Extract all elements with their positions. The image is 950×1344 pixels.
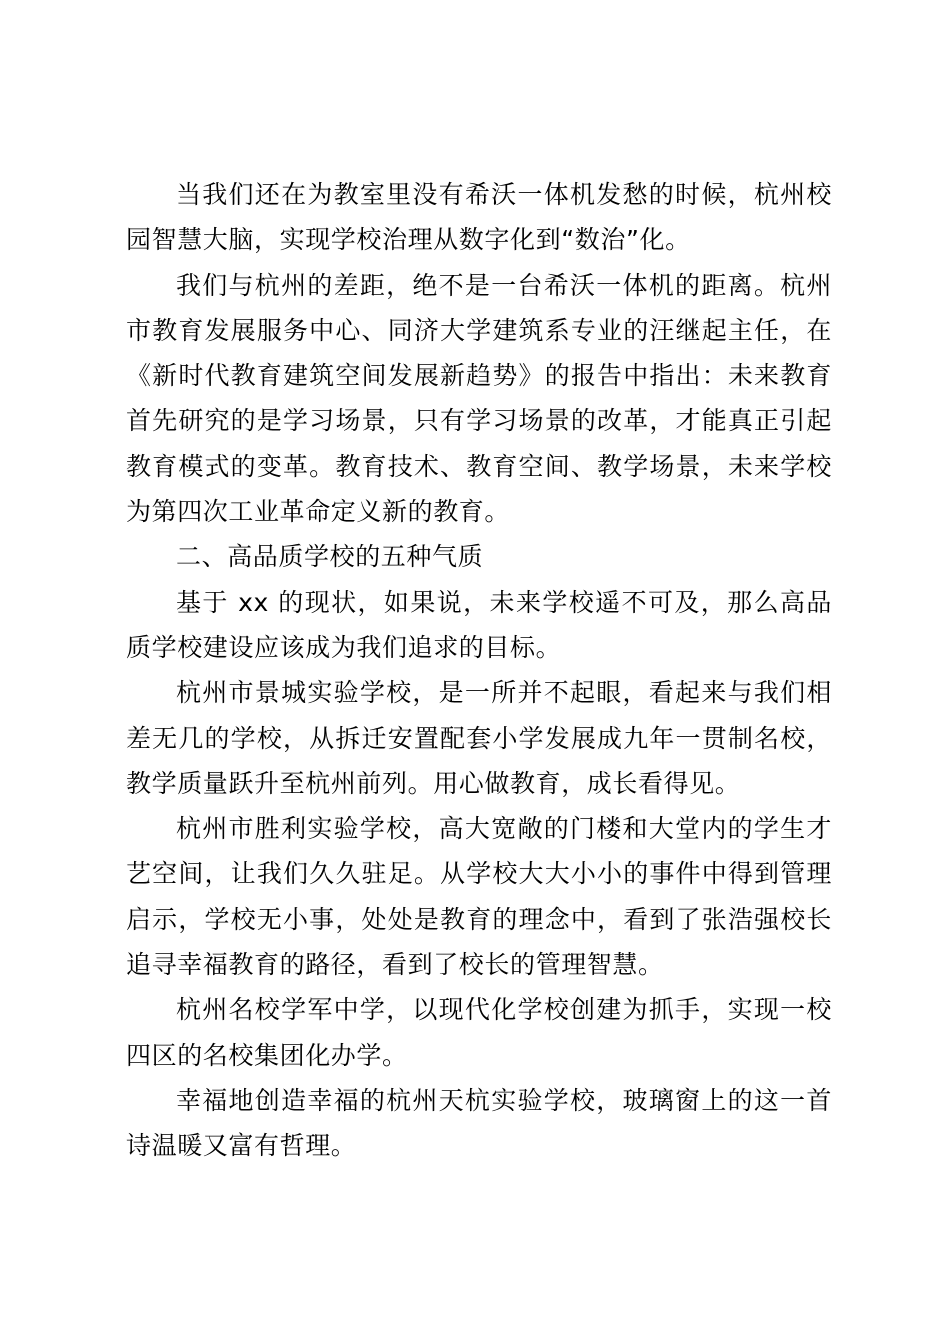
paragraph-smart-campus: 当我们还在为教室里没有希沃一体机发愁的时候，杭州校园智慧大脑，实现学校治理从数字化到“数治”化。 xyxy=(126,180,832,255)
body-text xyxy=(126,172,832,1169)
section-heading: 二、高品质学校的五种气质 xyxy=(176,542,484,572)
paragraph-shengli-school: 杭州市胜利实验学校，高大宽敞的门楼和大堂内的学生才艺空间，让我们久久驻足。从学校大大小小的事件中得到管理启示，学校无小事，处处是教育的理念中，看到了张浩强校长追寻幸福教育的路径，看到了校长的管理智慧。 xyxy=(126,814,832,980)
paragraph-xuejun-school: 杭州名校学军中学，以现代化学校创建为抓手，实现一校四区的名校集团化办学。 xyxy=(126,995,832,1070)
paragraph-jingcheng-school: 杭州市景城实验学校，是一所并不起眼，看起来与我们相差无几的学校，从拆迁安置配套小学发展成九年一贯制名校，教学质量跃升至杭州前列。用心做教育，成长看得见。 xyxy=(126,678,832,798)
paragraph-goal: 基于 xx 的现状，如果说，未来学校遥不可及，那么高品质学校建设应该成为我们追求的目标。 xyxy=(126,587,832,662)
paragraph-gap-with-hangzhou: 我们与杭州的差距，绝不是一台希沃一体机的距离。杭州市教育发展服务中心、同济大学建筑系专业的汪继起主任，在《新时代教育建筑空间发展新趋势》的报告中指出：未来教育首先研究的是学习场景，只有学习场景的改革，才能真正引起教育模式的变革。教育技术、教育空间、教学场景，未来学校为第四次工业革命定义新的教育。 xyxy=(126,270,832,527)
paragraph-tianhang-school: 幸福地创造幸福的杭州天杭实验学校，玻璃窗上的这一首诗温暖又富有哲理。 xyxy=(126,1085,832,1161)
